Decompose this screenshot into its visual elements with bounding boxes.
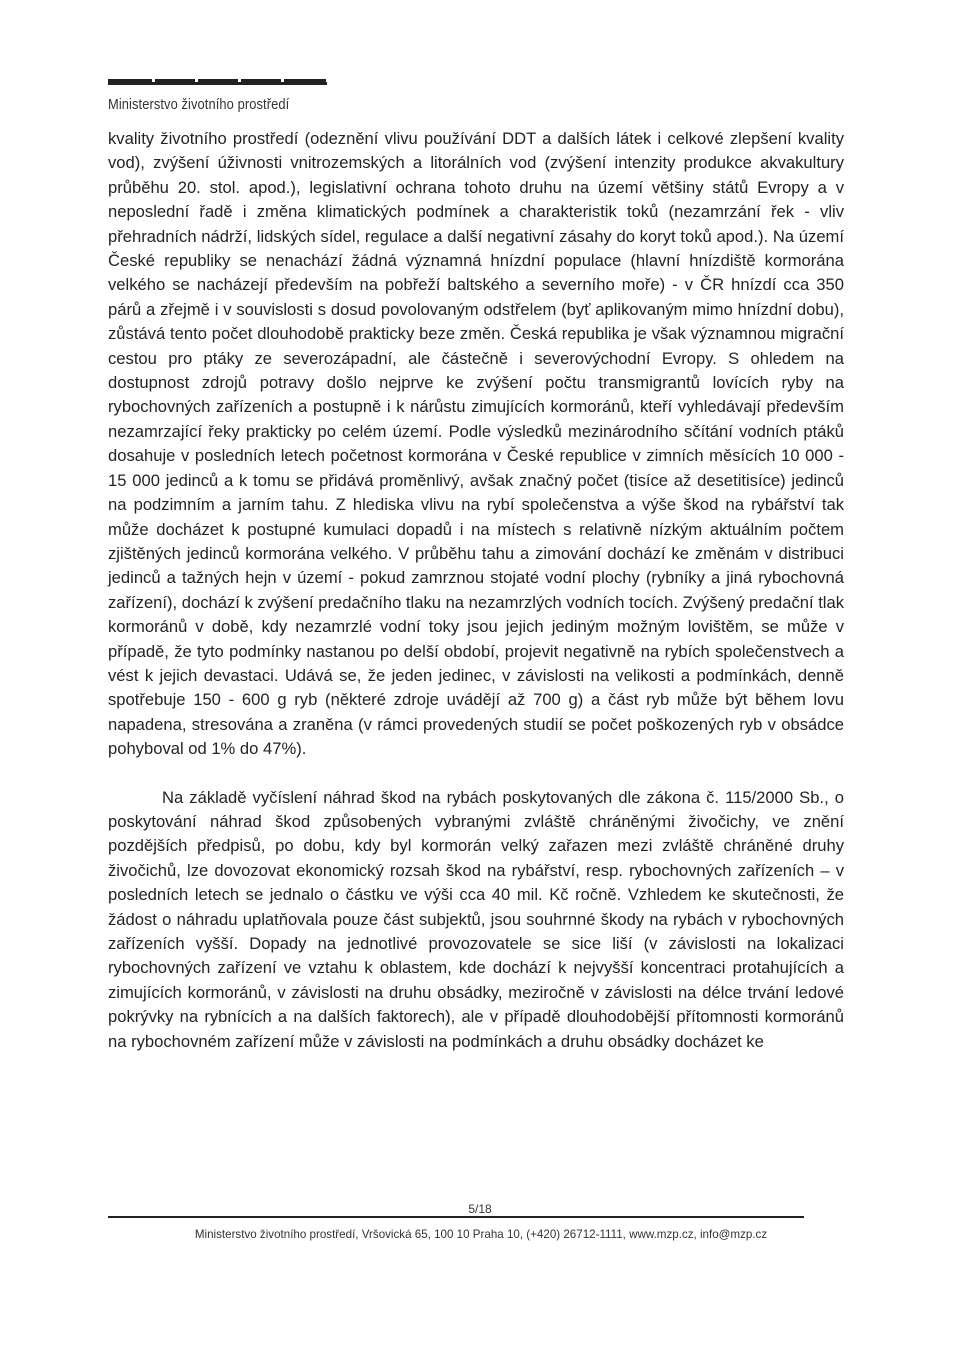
ministry-header: Ministerstvo životního prostředí (108, 96, 290, 113)
footer-contact: Ministerstvo životního prostředí, Vršovická 65, 100 10 Praha 10, (+420) 26712-1111, www.mzp.cz, info@mzp.cz (194, 1228, 768, 1241)
page-number: 5/18 (468, 1202, 492, 1216)
header-rule (108, 82, 327, 85)
paragraph-2: Na základě vyčíslení náhrad škod na rybách poskytovaných dle zákona č. 115/2000 Sb., o poskytování náhrad škod způsobených vybranými zvláště chráněnými živočichy, ve znění pozdějších předpisů, po dobu, kdy byl kormorán velký zařazen mezi zvláště chráněné druhy živočichů, lze dovozovat ekonomický rozsah škod na rybářství, resp. rybochovných zařízeních – v posledních letech se jednalo o částku ve výši cca 40 mil. Kč ročně. Vzhledem ke skutečnosti, že žádost o náhradu uplatňovala pouze část subjektů, jsou souhrnné škody na rybách v rybochovných zařízeních vyšší. Dopady na jednotlivé provozovatele se sice liší (v závislosti na lokalizaci rybochovných zařízení ve vztahu k oblastem, kde dochází k nejvyšší koncentraci protahujících a zimujících kormoránů, v závislosti na druhu obsádky, meziročně v závislosti na délce trvání ledové pokrývky na rybnících a na dalších faktorech), ale v případě dlouhodobější přítomnosti kormoránů na rybochovném zařízení může v závislosti na podmínkách a druhu obsádky docházet ke (108, 787, 844, 1051)
footer-rule (108, 1216, 804, 1218)
document-body (108, 127, 844, 1054)
paragraph-1: kvality životního prostředí (odeznění vlivu používání DDT a dalších látek i celkové zlepšení kvality vod), zvýšení úživnosti vnitrozemských a litorálních vod (zvýšení intenzity produkce akvakultury průběhu 20. stol. apod.), legislativní ochrana tohoto druhu na území většiny států Evropy a v neposlední řadě i změna klimatických podmínek a charakteristik toků (nezamrzání řek - vliv přehradních nádrží, lidských sídel, regulace a další negativní zásahy do koryt toků apod.). Na území České republiky se nenachází žádná významná hnízdní populace (hlavní hnízdiště kormorána velkého se nacházejí především na pobřeží baltského a severního moře) - v ČR hnízdí cca 350 párů a zřejmě i v souvislosti s dosud povolovaným odstřelem (byť aplikovaným mimo hnízdní dobu), zůstává tento počet dlouhodobě prakticky beze změn. Česká republika je však významnou migrační cestou pro ptáky ze severozápadní, ale částečně i severovýchodní Evropy. S ohledem na dostupnost zdrojů potravy došlo nejprve ke zvýšení počtu transmigrantů lovících ryby na rybochovných zařízeních a postupně i k nárůstu zimujících kormoránů, kteří vyhledávají především nezamrzající řeky prakticky po celém území. Podle výsledků mezinárodního sčítání vodních ptáků dosahuje v posledních letech početnost kormorána v České republice v zimních měsících 10 000 - 15 000 jedinců a k tomu se přidává proměnlivý, avšak značný počet (tisíce až desetitisíce) jedinců na podzimním a jarním tahu. Z hlediska vlivu na rybí společenstva a výše škod na rybářství tak může docházet k postupné kumulaci dopadů i na místech s relativně nízkým aktuálním počtem zjištěných jedinců kormorána velkého. V průběhu tahu a zimování dochází ke změnám v distribuci jedinců a tažných hejn v území - pokud zamrznou stojaté vodní plochy (rybníky a jiná rybochovná zařízení), dochází k zvýšení predačního tlaku na nezamrzlých vodních tocích. Zvýšený predační tlak kormoránů v době, kdy nezamrzlé vodní toky jsou jejich jediným možným lovištěm, se může v případě, že tyto podmínky nastanou po delší období, projevit negativně na rybích společenstvech a vést k jejich devastaci. Udává se, že jeden jedinec, v závislosti na velikosti a podmínkách, denně spotřebuje 150 - 600 g ryb (některé zdroje uvádějí až 700 g) a část ryb může být během lovu napadena, stresována a zraněna (v rámci provedených studií se počet poškozených ryb v obsádce pohyboval od 1% do 47%). (108, 129, 845, 759)
